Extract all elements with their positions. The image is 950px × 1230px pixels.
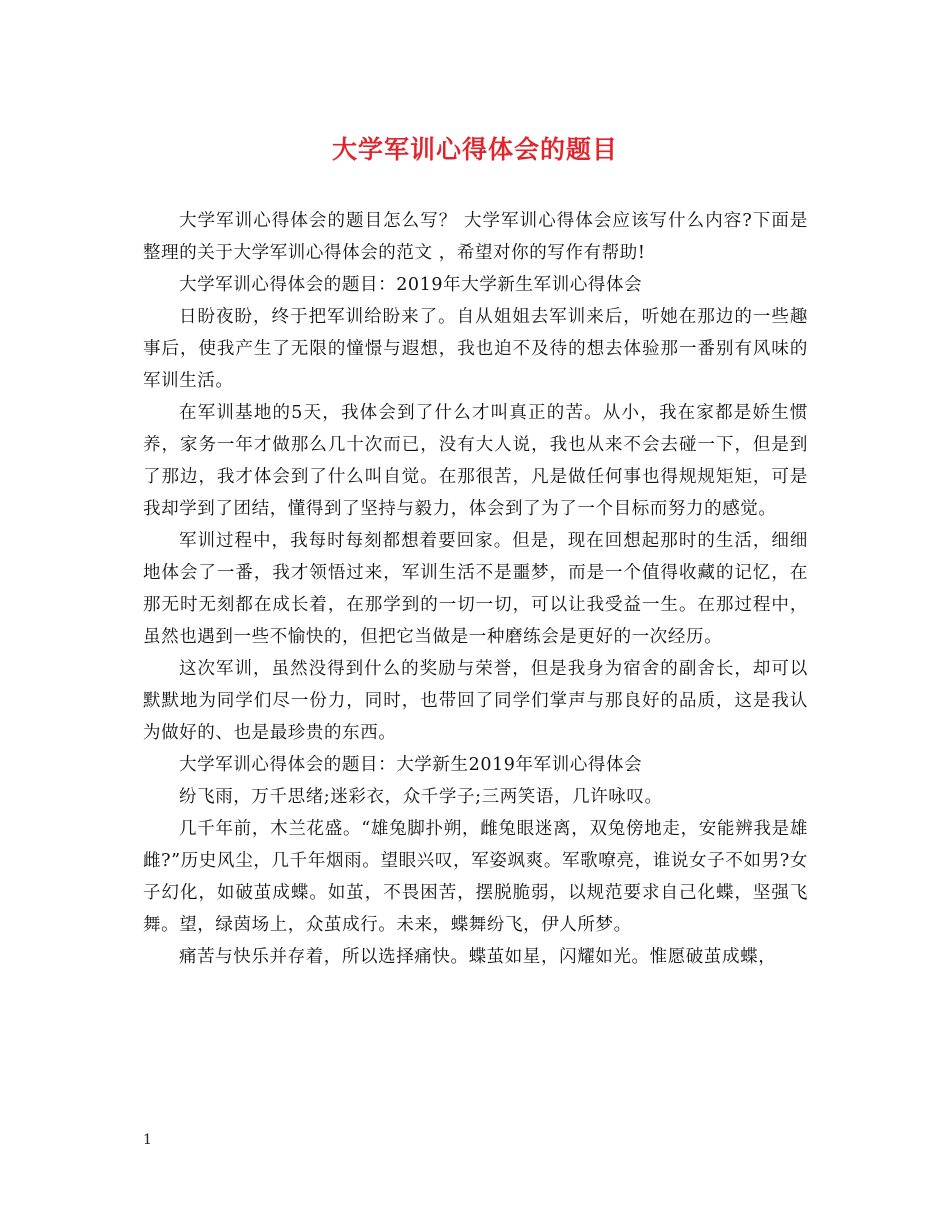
paragraph: 大学军训心得体会的题目：2019年大学新生军训心得体会 [179, 275, 643, 295]
paragraph: 军训过程中，我每时每刻都想着要回家。但是，现在回想起那时的生活，细细地体会了一番，我才领悟过来，军训生活不是噩梦，而是一个值得收藏的记忆，在那无时无刻都在成长着，在那学到的一切一切，可以让我受益一生。在那过程中，虽然也遇到一些不愉快的，但把它当做是一种磨练会是更好的一次经历。 [143, 531, 808, 647]
paragraph: 大学军训心得体会的题目怎么写？ 大学军训心得体会应该写什么内容?下面是整理的关于大学军训心得体会的范文 ，希望对你的写作有帮助! [143, 211, 808, 263]
paragraph: 几千年前，木兰花盛。“雄兔脚扑朔，雌兔眼迷离，双兔傍地走，安能辨我是雄雌?”历史风尘，几千年烟雨。望眼兴叹，军姿飒爽。军歌嘹亮，谁说女子不如男?女子幻化，如破茧成蝶。如茧，不畏困苦，摆脱脆弱，以规范要求自己化蝶，坚强飞舞。望，绿茵场上，众茧成行。未来，蝶舞纷飞，伊人所梦。 [143, 819, 808, 935]
paragraph: 纷飞雨，万千思绪;迷彩衣，众千学子;三两笑语，几许咏叹。 [179, 787, 663, 807]
document-body [143, 205, 808, 973]
paragraph: 痛苦与快乐并存着，所以选择痛快。蝶茧如星，闪耀如光。惟愿破茧成蝶， [179, 947, 777, 967]
paragraph: 这次军训，虽然没得到什么的奖励与荣誉，但是我身为宿舍的副舍长，却可以默默地为同学们尽一份力，同时，也带回了同学们掌声与那良好的品质，这是我认为做好的、也是最珍贵的东西。 [143, 659, 808, 743]
paragraph: 日盼夜盼，终于把军训给盼来了。自从姐姐去军训来后，听她在那边的一些趣事后，使我产生了无限的憧憬与遐想，我也迫不及待的想去体验那一番别有风味的军训生活。 [143, 307, 808, 391]
paragraph: 大学军训心得体会的题目：大学新生2019年军训心得体会 [179, 755, 643, 775]
paragraph: 在军训基地的5天，我体会到了什么才叫真正的苦。从小，我在家都是娇生惯养，家务一年才做那么几十次而已，没有大人说，我也从来不会去碰一下，但是到了那边，我才体会到了什么叫自觉。在那很苦，凡是做任何事也得规规矩矩，可是我却学到了团结，懂得到了坚持与毅力，体会到了为了一个目标而努力的感觉。 [143, 403, 808, 519]
document-title: 大学军训心得体会的题目 [331, 135, 618, 164]
page-number: 1 [143, 1132, 152, 1148]
